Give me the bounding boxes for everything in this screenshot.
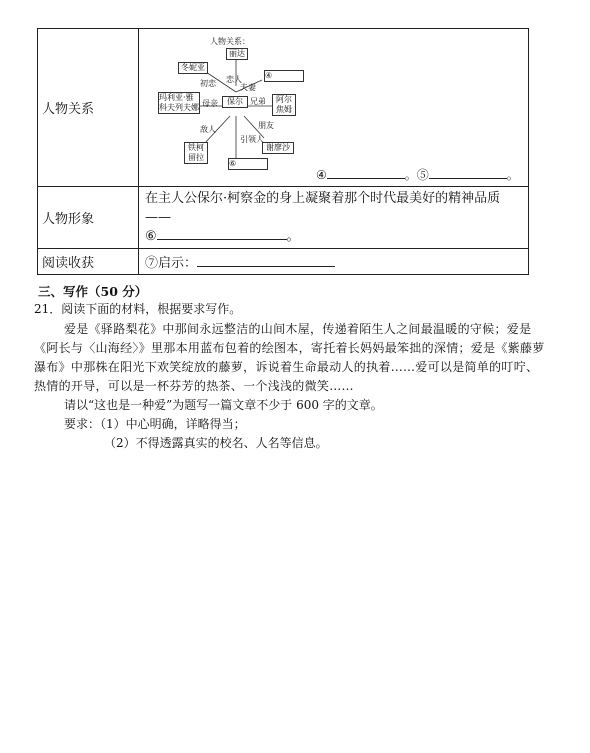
node-lida: 丽达 — [226, 48, 248, 60]
answer5-blank[interactable] — [429, 178, 507, 179]
rel-yinlingren: 引领人 — [240, 135, 264, 144]
answer4-dot: 。 — [404, 168, 417, 182]
row2-content — [139, 187, 529, 249]
rel-diren: 敌人 — [200, 125, 216, 134]
row3-content — [139, 249, 529, 275]
relation-diagram — [140, 30, 527, 185]
writing-prompt: 请以“这也是一种爱”为题写一篇文章不少于 600 字的文章。 — [64, 398, 383, 412]
rel-xiongdi: 兄弟 — [250, 97, 266, 106]
answer5-label: ⑤ — [416, 168, 429, 182]
rel-fuqi: 夫妻 — [240, 83, 256, 92]
rel-pengyou: 朋友 — [258, 121, 274, 130]
row-label-relations: 人物关系 — [38, 29, 139, 187]
relation-diagram-cell — [139, 29, 529, 187]
row-label-gain: 阅读收获 — [38, 249, 139, 275]
rel-chulian: 初恋 — [200, 79, 216, 88]
req2: （2）不得透露真实的校名、人名等信息。 — [104, 436, 328, 450]
node-dongniya: 冬妮亚 — [178, 62, 208, 74]
row2-blank-label: ⑥ — [145, 229, 157, 244]
node-blank4: ④ — [264, 70, 304, 82]
rel-muqin: 母亲 — [202, 99, 218, 108]
row2-text: 在主人公保尔·柯察金的身上凝聚着那个时代最美好的精神品质—— — [145, 191, 501, 225]
node-center: 保尔 — [222, 96, 248, 108]
node-maliya: 玛利亚·雅科夫列夫娜 — [159, 93, 199, 112]
answer5-dot: 。 — [506, 168, 519, 182]
section3-title: 三、写作（50 分） — [38, 284, 148, 299]
rel-lianren: 恋人 — [226, 75, 242, 84]
requirements — [64, 415, 246, 434]
row3-blank[interactable] — [197, 266, 335, 267]
diagram-title: 人物关系： — [210, 37, 250, 46]
material-text: 爱是《驿路梨花》中那间永远整洁的山间木屋，传递着陌生人之间最温暖的守候；爱是《阿长与〈山海经〉》里那本用蓝布包着的绘图本，寄托着长妈妈最笨拙的深情；爱是《紫藤萝瀑布》中那株在阳光下欢笑绽放的藤萝，诉说着生命最动人的执着……爱可以是简单的叮咛、热情的开导，可以是一杯芬芳的热茶、一个浅浅的微笑…… — [34, 322, 545, 393]
node-ji: 铁柯留拉 — [184, 142, 208, 164]
reading-table — [37, 28, 529, 275]
row2-dot: 。 — [286, 229, 300, 244]
answer4-label: ④ — [316, 168, 327, 182]
req1: （1）中心明确，详略得当； — [100, 417, 246, 431]
node-aerqiaomu: 阿尔焦姆 — [272, 94, 296, 116]
row-label-image: 人物形象 — [38, 187, 139, 249]
req-label: 要求： — [64, 417, 101, 431]
row3-text: ⑦启示： — [145, 256, 198, 271]
answer4-blank[interactable] — [327, 178, 405, 179]
question-21: 21．阅读下面的材料，根据要求写作。 — [34, 302, 242, 316]
node-blank6: ⑥ — [228, 158, 268, 170]
row2-blank[interactable] — [157, 239, 287, 240]
node-xiemiaosha: 谢廖沙 — [262, 142, 294, 154]
answer-line — [316, 166, 519, 183]
